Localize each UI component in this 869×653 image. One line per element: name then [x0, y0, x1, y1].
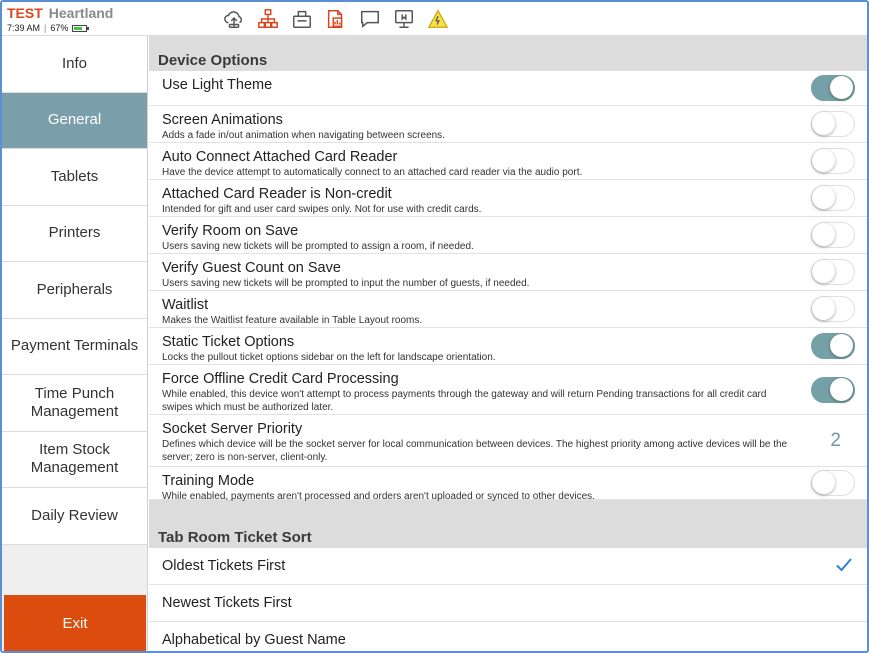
option-description: While enabled, this device won't attempt to process payments through the gateway and will return Pending transactions for all credit card swipes which must be authorized later. [162, 389, 767, 413]
cloud-upload-icon[interactable] [222, 7, 246, 31]
network-icon[interactable] [256, 7, 280, 31]
option-card-reader-non-credit [149, 180, 867, 217]
auto-connect-card-reader-toggle[interactable] [811, 148, 855, 174]
sidebar-item-label: Payment Terminals [10, 337, 139, 355]
option-force-offline-processing [149, 365, 867, 415]
option-title: Static Ticket Options [162, 334, 295, 350]
option-description: Makes the Waitlist feature available in Table Layout rooms. [162, 315, 423, 326]
option-auto-connect-card-reader [149, 143, 867, 180]
sidebar-item-printers[interactable] [2, 206, 147, 263]
sidebar-item-daily-review[interactable] [2, 488, 147, 545]
sidebar-item-item-stock-management[interactable] [2, 432, 147, 489]
sidebar-item-label: Tablets [50, 167, 99, 185]
sidebar-item-label: Peripherals [36, 280, 113, 298]
sidebar-item-payment-terminals[interactable] [2, 319, 147, 376]
chat-bubble-icon[interactable] [358, 7, 382, 31]
sidebar-item-label: Daily Review [31, 506, 118, 524]
sort-option-label: Oldest Tickets First [162, 558, 286, 574]
screen-animations-toggle[interactable] [811, 111, 855, 137]
verify-guest-count-toggle[interactable] [811, 259, 855, 285]
training-mode-toggle[interactable] [811, 470, 855, 496]
waitlist-toggle[interactable] [811, 296, 855, 322]
sort-option-label: Alphabetical by Guest Name [162, 632, 346, 648]
verify-room-on-save-toggle[interactable] [811, 222, 855, 248]
sort-option-label: Newest Tickets First [162, 595, 292, 611]
option-description: Intended for gift and user card swipes only. Not for use with credit cards. [162, 204, 482, 215]
option-title: Attached Card Reader is Non-credit [162, 186, 392, 202]
option-title: Force Offline Credit Card Processing [162, 371, 399, 387]
sidebar-item-peripherals[interactable] [2, 262, 147, 319]
option-static-ticket-options [149, 328, 867, 365]
option-description: While enabled, payments aren't processed and orders aren't uploaded or synced to other devices. [162, 491, 595, 502]
monitor-icon[interactable] [392, 7, 416, 31]
option-title: Socket Server Priority [162, 421, 303, 437]
sidebar-item-general[interactable] [2, 93, 147, 150]
battery-icon [72, 25, 87, 32]
sidebar-item-time-punch-management[interactable] [2, 375, 147, 432]
option-description: Users saving new tickets will be prompted to input the number of guests, if needed. [162, 278, 530, 289]
card-reader-non-credit-toggle[interactable] [811, 185, 855, 211]
sort-option-alphabetical[interactable] [149, 622, 867, 653]
option-description: Locks the pullout ticket options sidebar on the left for landscape orientation. [162, 352, 496, 363]
status-separator: | [44, 23, 47, 33]
exit-button[interactable]: Exit [4, 595, 146, 651]
use-light-theme-toggle[interactable] [811, 75, 855, 101]
sidebar-item-label: Time Punch Management [30, 384, 119, 420]
settings-sidebar [2, 36, 148, 653]
option-title: Use Light Theme [162, 77, 273, 93]
document-chart-icon[interactable] [324, 7, 348, 31]
option-title: Auto Connect Attached Card Reader [162, 149, 398, 165]
option-verify-guest-count [149, 254, 867, 291]
environment-label: TEST [7, 5, 43, 21]
option-title: Verify Room on Save [162, 223, 299, 239]
option-description: Defines which device will be the socket server for local communication between devices. The highest priority among active devices will be the server; zero is non-server, client-only. [162, 439, 788, 463]
force-offline-processing-toggle[interactable] [811, 377, 855, 403]
option-waitlist [149, 291, 867, 328]
option-verify-room-on-save [149, 217, 867, 254]
battery-percent: 67% [50, 23, 69, 33]
option-title: Waitlist [162, 297, 209, 313]
option-description: Users saving new tickets will be prompted to assign a room, if needed. [162, 241, 474, 252]
company-name: Heartland [48, 5, 114, 21]
socket-server-priority-value[interactable]: 2 [830, 429, 841, 451]
clock: 7:39 AM [7, 23, 41, 33]
toolbar-icons [222, 7, 460, 31]
sidebar-item-info[interactable] [2, 36, 147, 93]
option-description: Have the device attempt to automatically connect to an attached card reader via the audio port. [162, 167, 583, 178]
checkmark-icon [835, 556, 853, 574]
option-use-light-theme [149, 71, 867, 106]
option-title: Screen Animations [162, 112, 283, 128]
sidebar-item-label: Printers [48, 224, 101, 242]
status-bar [2, 2, 867, 36]
section-header-device-options: Device Options [149, 36, 867, 71]
sidebar-item-label: Item Stock Management [30, 441, 119, 477]
sidebar-item-label: General [47, 111, 102, 129]
sort-option-oldest-first[interactable] [149, 548, 867, 585]
option-title: Training Mode [162, 473, 255, 489]
option-screen-animations [149, 106, 867, 143]
option-title: Verify Guest Count on Save [162, 260, 341, 276]
option-training-mode [149, 467, 867, 500]
sidebar-item-label: Info [61, 54, 88, 72]
warning-icon[interactable] [426, 7, 450, 31]
register-icon[interactable] [290, 7, 314, 31]
option-socket-server-priority [149, 415, 867, 467]
option-description: Adds a fade in/out animation when navigating between screens. [162, 130, 445, 141]
sort-option-newest-first[interactable] [149, 585, 867, 622]
section-header-tab-room-ticket-sort: Tab Room Ticket Sort [149, 516, 867, 548]
static-ticket-options-toggle[interactable] [811, 333, 855, 359]
sidebar-item-tablets[interactable] [2, 149, 147, 206]
brand-block [7, 6, 113, 33]
settings-content [149, 36, 867, 653]
